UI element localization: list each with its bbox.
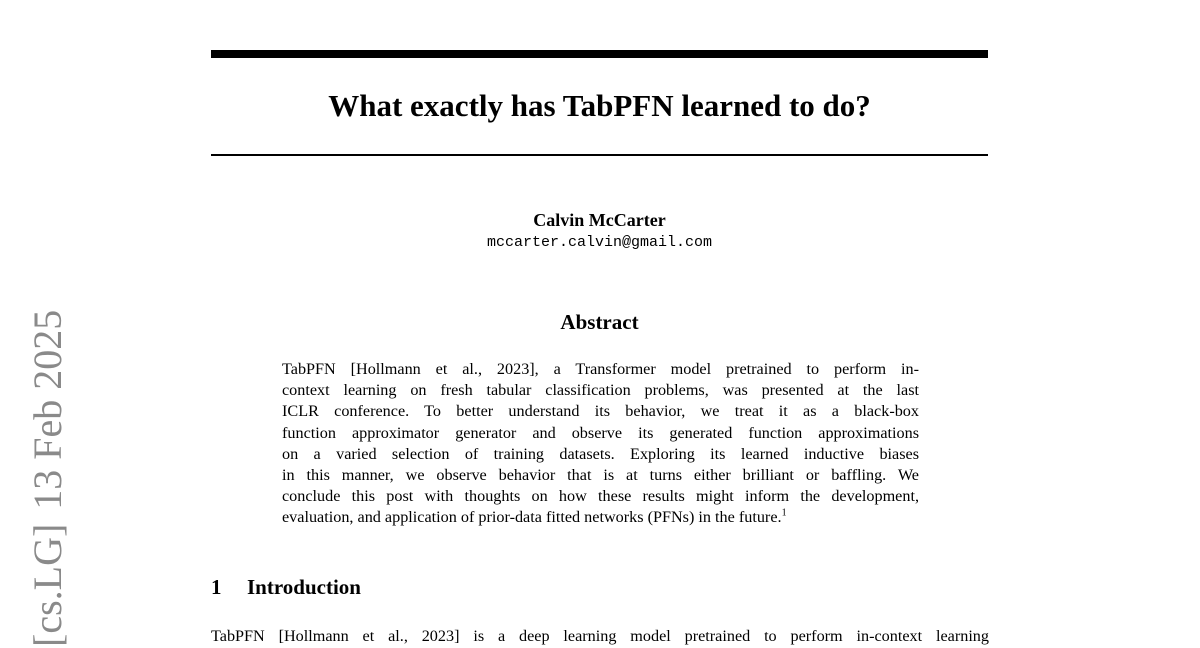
- title-bottom-rule: [211, 154, 988, 156]
- introduction-first-line: TabPFN [Hollmann et al., 2023] is a deep learning model pretrained to perform in-context learning: [211, 627, 989, 645]
- abstract-line: function approximator generator and observe its generated function approximations: [282, 423, 919, 442]
- section-title: Introduction: [247, 575, 361, 599]
- abstract-line: ICLR conference. To better understand its behavior, we treat it as a black-box: [282, 402, 919, 421]
- section-number: 1: [211, 575, 222, 599]
- abstract-body: [282, 359, 919, 529]
- author-name: Calvin McCarter: [533, 210, 666, 230]
- abstract-line: on a varied selection of training datasets. Exploring its learned inductive biases: [282, 444, 919, 463]
- abstract-line-text: evaluation, and application of prior-data fitted networks (PFNs) in the future.: [282, 508, 782, 527]
- footnote-mark[interactable]: 1: [781, 508, 787, 520]
- abstract-last-line: [282, 507, 919, 528]
- arxiv-date: 13 Feb 2025: [25, 309, 70, 510]
- abstract-line: conclude this post with thoughts on how these results might inform the development,: [282, 487, 919, 506]
- author-email: mccarter.calvin@gmail.com: [486, 234, 713, 251]
- abstract-line: TabPFN [Hollmann et al., 2023], a Transformer model pretrained to perform in-: [282, 360, 919, 378]
- abstract-line: in this manner, we observe behavior that is at turns either brilliant or baffling. We: [282, 466, 919, 485]
- section-heading-introduction: [211, 573, 361, 601]
- abstract-heading: Abstract: [560, 310, 639, 334]
- arxiv-category: [cs.LG]: [25, 523, 70, 647]
- arxiv-side-stamp: [22, 310, 74, 647]
- paper-title: What exactly has TabPFN learned to do?: [328, 88, 871, 123]
- title-top-rule: [211, 50, 988, 58]
- abstract-line: context learning on fresh tabular classification problems, was presented at the last: [282, 381, 919, 400]
